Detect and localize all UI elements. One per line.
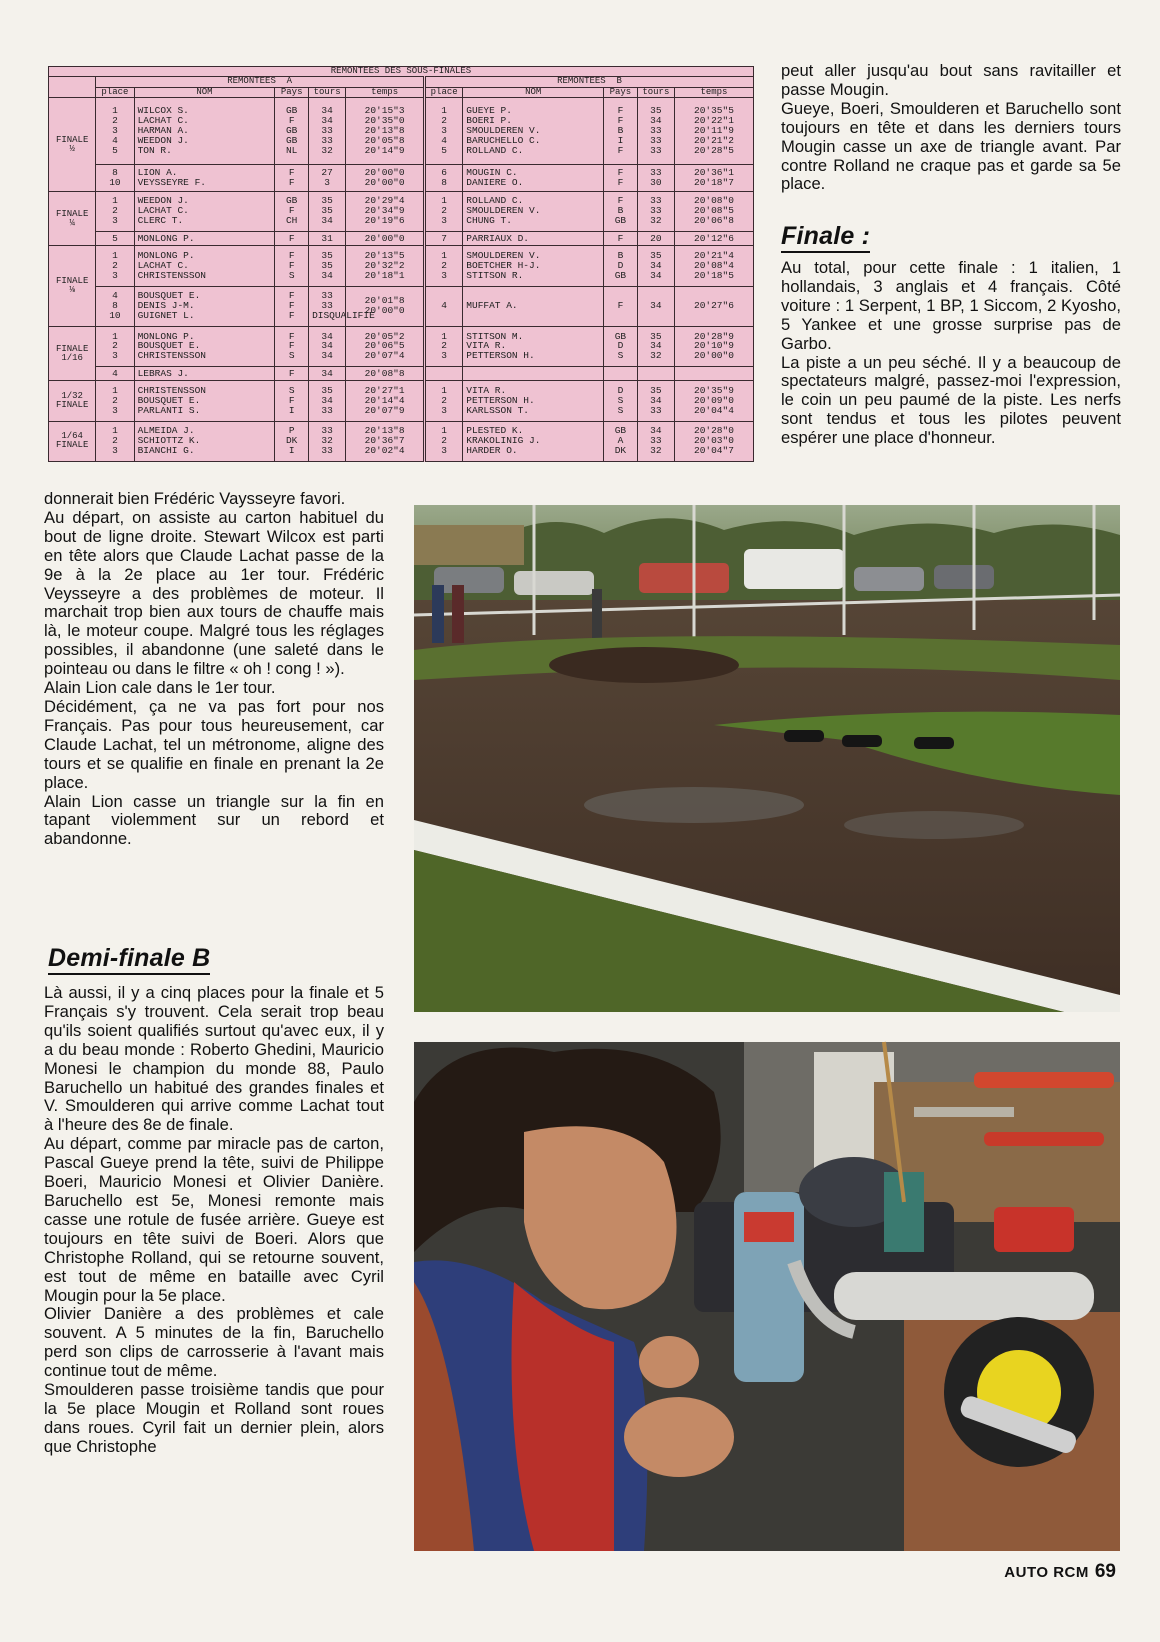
- cell-b-place: [425, 367, 463, 381]
- col-header-place: place: [96, 87, 134, 97]
- cell-b-name: STITSON M. VITA R. PETTERSON H.: [463, 326, 604, 366]
- table-row: [49, 232, 754, 246]
- cell-b-time: 20'08"0 20'08"5 20'06"8: [674, 191, 753, 231]
- cell-a-place: 8 10: [96, 164, 134, 191]
- paragraph: donnerait bien Frédéric Vaysseyre favori.: [44, 489, 346, 508]
- article-column-finale: [781, 259, 1121, 448]
- cell-b-name: MOUGIN C. DANIERE O.: [463, 164, 604, 191]
- cell-a-name: MONLONG P.: [134, 232, 275, 246]
- cell-a-time: 20'13"8 20'36"7 20'02"4: [346, 421, 425, 461]
- cell-a-name: ALMEIDA J. SCHIOTTZ K. BIANCHI G.: [134, 421, 275, 461]
- paragraph: Gueye, Boeri, Smoulderen et Baruchello sont toujours en tête et dans les derniers tours Mougin casse un axe de triangle avant. Par contre Rolland ne craque pas et garde sa 5e place.: [781, 98, 1121, 194]
- paragraph: Alain Lion cale dans le 1er tour.: [44, 678, 276, 698]
- cell-b-laps: 20: [637, 232, 674, 246]
- race-track-image: [414, 505, 1120, 1012]
- section-heading-finale: Finale :: [781, 222, 870, 251]
- cell-b-time: 20'35"5 20'22"1 20'11"9 20'21"2 20'28"5: [674, 98, 753, 164]
- cell-a-laps: 35 35 34: [309, 191, 346, 231]
- paragraph: Là aussi, il y a cinq places pour la finale et 5 Français s'y trouvent. Cela serait trop beau qu'ils soient qualifiés surtout qu'avec eux, il y a du beau monde : Roberto Ghedini, Mauricio Monesi le champion du monde 88, Paulo Baruchello un habitué des grandes finales et V. Smoulderen qui arrive comme Lachat tout à l'heure des 8e de finale.: [44, 983, 384, 1135]
- cell-a-place: 4 8 10: [96, 286, 134, 326]
- group-a-header: REMONTEES A: [96, 77, 425, 87]
- cell-b-place: 7: [425, 232, 463, 246]
- table-row: [49, 381, 754, 421]
- magazine-name: AUTO RCM: [1004, 1564, 1089, 1581]
- table-row: [49, 164, 754, 191]
- cell-b-name: SMOULDEREN V. BOETCHER H-J. STITSON R.: [463, 246, 604, 286]
- round-label: FINALE ¼: [49, 191, 96, 246]
- section-heading-demi-finale-b: Demi-finale B: [48, 944, 210, 973]
- table-row: [49, 421, 754, 461]
- cell-a-laps: 27 3: [309, 164, 346, 191]
- cell-a-place: 1 2 3: [96, 191, 134, 231]
- cell-b-place: 1 2 3: [425, 246, 463, 286]
- cell-b-laps: 34 33 32: [637, 421, 674, 461]
- cell-a-country: F F S: [275, 326, 309, 366]
- cell-a-time: 20'05"2 20'06"5 20'07"4: [346, 326, 425, 366]
- cell-a-country: F F: [275, 164, 309, 191]
- cell-b-place: 4: [425, 286, 463, 326]
- paragraph: La piste a un peu séché. Il y a beaucoup de spectateurs malgré, passez-moi l'expression, le coin un peu paumé de la piste. Les nerfs sont tendus et tous les pilotes peuvent espérer une place d'honneur.: [781, 352, 1121, 448]
- cell-a-name: WEEDON J. LACHAT C. CLERC T.: [134, 191, 275, 231]
- results-table: [48, 66, 754, 462]
- table-title: REMONTEES DES SOUS-FINALES: [49, 67, 754, 77]
- mechanic-image: [414, 1042, 1120, 1551]
- paragraph: Au départ, comme par miracle pas de carton, Pascal Gueye prend la tête, suivi de Philippe Boeri, Mauricio Monesi et Olivier Danière. Baruchello est 5e, Monesi remonte mais casse une rotule de fusée arrière. Gueye est toujours en tête suivi de Boeri. Alors que Christophe Rolland, qui se retourne souvent, est tout de même en bataille avec Cyril Mougin pour la 5e place.: [44, 1134, 384, 1305]
- cell-b-country: GB A DK: [604, 421, 638, 461]
- round-label: FINALE ⅛: [49, 246, 96, 327]
- photo-mechanic-working: [414, 1042, 1120, 1551]
- cell-a-laps: 35 34 33: [309, 381, 346, 421]
- cell-b-place: 1 2 3: [425, 191, 463, 231]
- cell-a-time: 20'01"8 20'00"0: [346, 286, 425, 326]
- cell-a-name: WILCOX S. LACHAT C. HARMAN A. WEEDON J. TON R.: [134, 98, 275, 164]
- cell-b-name: ROLLAND C. SMOULDEREN V. CHUNG T.: [463, 191, 604, 231]
- cell-a-name: LEBRAS J.: [134, 367, 275, 381]
- col-header-nom: NOM: [463, 87, 604, 97]
- cell-b-country: B D GB: [604, 246, 638, 286]
- cell-b-country: F: [604, 232, 638, 246]
- cell-b-place: 1 2 3: [425, 326, 463, 366]
- article-column-left-bottom: [44, 984, 384, 1457]
- results-body: [49, 98, 754, 462]
- cell-b-laps: 35 34 33 33 33: [637, 98, 674, 164]
- col-header-temps: temps: [674, 87, 753, 97]
- photo-race-track: [414, 505, 1120, 1012]
- cell-a-place: 1 2 3: [96, 246, 134, 286]
- col-header-tours: tours: [637, 87, 674, 97]
- cell-a-name: MONLONG P. BOUSQUET E. CHRISTENSSON: [134, 326, 275, 366]
- cell-a-country: F F F: [275, 286, 309, 326]
- round-label: 1/64 FINALE: [49, 421, 96, 461]
- paragraph: peut aller jusqu'au bout sans ravitailler et passe Mougin.: [781, 61, 1121, 99]
- cell-a-country: S F I: [275, 381, 309, 421]
- table-row: [49, 191, 754, 231]
- cell-a-place: 1 2 3: [96, 326, 134, 366]
- paragraph: Au départ, on assiste au carton habituel du bout de ligne droite. Stewart Wilcox est parti en tête alors que Claude Lachat passe de la 9e à la 2e place au 1er tour. Frédéric Veysseyre a des problèmes de moteur. Il marchait trop bien aux tours de chauffe mais là, le moteur coupe. Malgré tous les réglages possibles, il abandonne (une saleté dans le pointeau ou dans le filtre « oh ! cong ! »).: [44, 507, 384, 679]
- cell-b-laps: 35 34 32: [637, 326, 674, 366]
- cell-a-place: 5: [96, 232, 134, 246]
- cell-a-country: F: [275, 232, 309, 246]
- article-column-left-top: [44, 490, 384, 849]
- cell-a-laps: 33 33 DISQUALIFIE: [309, 286, 346, 326]
- cell-a-name: MONLONG P. LACHAT C. CHRISTENSSON: [134, 246, 275, 286]
- paragraph: Alain Lion casse un triangle sur la fin en tapant violemment sur un rebord et abandonne.: [44, 791, 384, 849]
- table-row: [49, 286, 754, 326]
- cell-b-time: 20'28"0 20'03"0 20'04"7: [674, 421, 753, 461]
- cell-b-laps: 35 34 34: [637, 246, 674, 286]
- table-row: [49, 246, 754, 286]
- cell-a-time: 20'08"8: [346, 367, 425, 381]
- round-label: FINALE ½: [49, 98, 96, 192]
- cell-a-country: P DK I: [275, 421, 309, 461]
- cell-a-country: F: [275, 367, 309, 381]
- cell-a-country: GB F GB GB NL: [275, 98, 309, 164]
- cell-a-laps: 34 34 34: [309, 326, 346, 366]
- cell-b-time: [674, 367, 753, 381]
- cell-b-place: 1 2 3: [425, 421, 463, 461]
- cell-b-country: F F: [604, 164, 638, 191]
- cell-b-country: F F B I F: [604, 98, 638, 164]
- round-label: FINALE 1/16: [49, 326, 96, 381]
- cell-b-name: [463, 367, 604, 381]
- round-label: 1/32 FINALE: [49, 381, 96, 421]
- paragraph: Smoulderen passe troisième tandis que pour la 5e place Mougin et Rolland sont roues dans roues. Cyril fait un dernier plein, alors que Christophe: [44, 1380, 384, 1456]
- cell-b-name: GUEYE P. BOERI P. SMOULDEREN V. BARUCHELLO C. ROLLAND C.: [463, 98, 604, 164]
- cell-a-place: 1 2 3: [96, 381, 134, 421]
- cell-a-laps: 35 35 34: [309, 246, 346, 286]
- cell-a-place: 1 2 3 4 5: [96, 98, 134, 164]
- cell-b-laps: 33 33 32: [637, 191, 674, 231]
- cell-a-time: 20'15"3 20'35"0 20'13"8 20'05"8 20'14"9: [346, 98, 425, 164]
- page-footer: [1004, 1561, 1116, 1583]
- cell-b-name: VITA R. PETTERSON H. KARLSSON T.: [463, 381, 604, 421]
- paragraph: Décidément, ça ne va pas fort pour nos Français. Pas pour tous heureusement, car Claude Lachat, tel un métronome, aligne des tours et se qualifie en finale en prenant la 2e place.: [44, 696, 384, 792]
- cell-b-name: MUFFAT A.: [463, 286, 604, 326]
- cell-b-country: [604, 367, 638, 381]
- table-row: [49, 326, 754, 366]
- cell-b-time: 20'28"9 20'10"9 20'00"0: [674, 326, 753, 366]
- cell-b-country: GB D S: [604, 326, 638, 366]
- cell-b-laps: 33 30: [637, 164, 674, 191]
- cell-b-time: 20'35"9 20'09"0 20'04"4: [674, 381, 753, 421]
- cell-b-place: 6 8: [425, 164, 463, 191]
- cell-a-time: 20'00"0: [346, 232, 425, 246]
- paragraph: Au total, pour cette finale : 1 italien, 1 hollandais, 3 anglais et 4 français. Côté voiture : 1 Serpent, 1 BP, 1 Siccom, 2 Kyosho, 5 Yankee et une grosse surprise pas de Garbo.: [781, 258, 1121, 353]
- cell-a-laps: 34: [309, 367, 346, 381]
- cell-a-country: GB F CH: [275, 191, 309, 231]
- cell-b-time: 20'36"1 20'18"7: [674, 164, 753, 191]
- cell-a-laps: 31: [309, 232, 346, 246]
- cell-a-name: CHRISTENSSON BOUSQUET E. PARLANTI S.: [134, 381, 275, 421]
- cell-b-country: F: [604, 286, 638, 326]
- cell-a-time: 20'13"5 20'32"2 20'18"1: [346, 246, 425, 286]
- cell-b-laps: [637, 367, 674, 381]
- paragraph: Olivier Danière a des problèmes et cale souvent. A 5 minutes de la fin, Baruchello perd son clips de carrosserie à l'avant mais continue tout de même.: [44, 1304, 384, 1381]
- cell-a-laps: 33 32 33: [309, 421, 346, 461]
- cell-a-laps: 34 34 33 33 32: [309, 98, 346, 164]
- article-column-right-top: [781, 62, 1121, 194]
- cell-a-country: F F S: [275, 246, 309, 286]
- cell-b-country: D S S: [604, 381, 638, 421]
- cell-b-time: 20'27"6: [674, 286, 753, 326]
- col-header-pays: Pays: [604, 87, 638, 97]
- cell-a-place: 4: [96, 367, 134, 381]
- col-header-pays: Pays: [275, 87, 309, 97]
- cell-a-time: 20'27"1 20'14"4 20'07"9: [346, 381, 425, 421]
- col-header-tours: tours: [309, 87, 346, 97]
- table-row: [49, 98, 754, 164]
- col-header-nom: NOM: [134, 87, 275, 97]
- page-number: 69: [1094, 1561, 1116, 1582]
- cell-a-name: LION A. VEYSSEYRE F.: [134, 164, 275, 191]
- cell-b-name: PARRIAUX D.: [463, 232, 604, 246]
- table-row: [49, 367, 754, 381]
- col-header-place: place: [425, 87, 463, 97]
- cell-b-country: F B GB: [604, 191, 638, 231]
- cell-b-laps: 34: [637, 286, 674, 326]
- cell-a-time: 20'29"4 20'34"9 20'19"6: [346, 191, 425, 231]
- cell-b-name: PLESTED K. KRAKOLINIG J. HARDER O.: [463, 421, 604, 461]
- cell-b-time: 20'12"6: [674, 232, 753, 246]
- group-b-header: REMONTEES B: [425, 77, 754, 87]
- cell-a-time: 20'00"0 20'00"0: [346, 164, 425, 191]
- cell-b-place: 1 2 3: [425, 381, 463, 421]
- col-header-temps: temps: [346, 87, 425, 97]
- cell-b-time: 20'21"4 20'08"4 20'18"5: [674, 246, 753, 286]
- cell-a-name: BOUSQUET E. DENIS J-M. GUIGNET L.: [134, 286, 275, 326]
- cell-b-place: 1 2 3 4 5: [425, 98, 463, 164]
- cell-a-place: 1 2 3: [96, 421, 134, 461]
- cell-b-laps: 35 34 33: [637, 381, 674, 421]
